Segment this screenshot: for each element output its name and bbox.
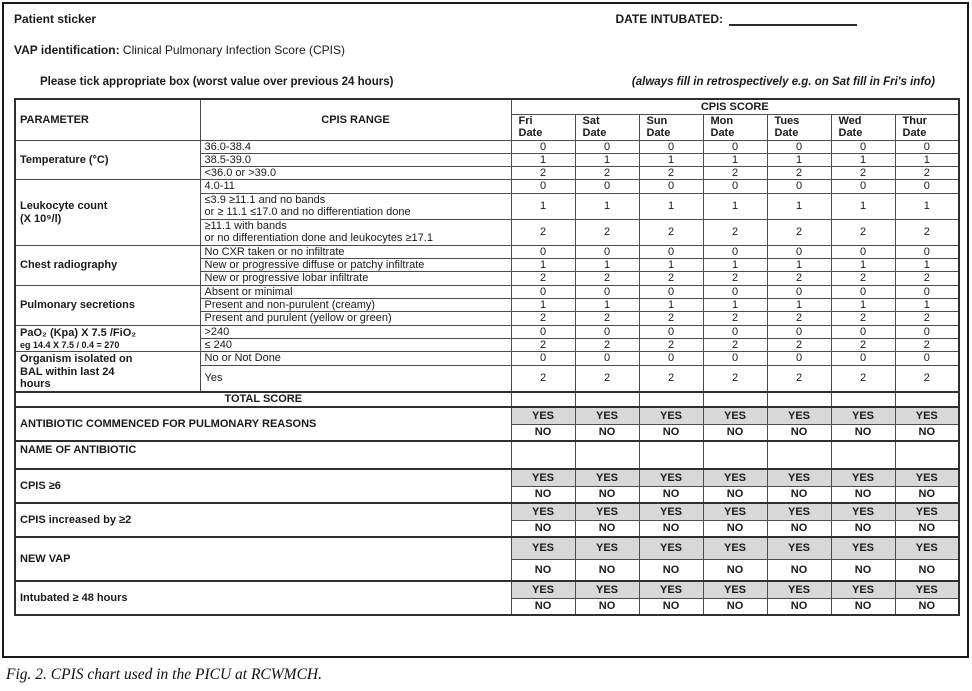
day-header-cell: Fri Date [511,114,575,140]
antibiotic-entry-cell [639,441,703,469]
yes-cell: YES [511,407,575,424]
no-cell: NO [639,559,703,581]
total-score-cell [511,392,575,407]
range-cell: ≤3.9 ≥11.1 and no bands or ≥ 11.1 ≤17.0 and no differentiation done [200,193,511,219]
score-row [15,180,959,193]
score-cell: 2 [575,167,639,180]
yes-cell: YES [831,581,895,598]
yes-cell: YES [639,537,703,559]
score-cell: 0 [831,180,895,193]
range-cell: ≤ 240 [200,338,511,351]
score-cell: 0 [895,245,959,258]
parameter-cell: Pulmonary secretions [15,285,200,325]
name-of-antibiotic-label: NAME OF ANTIBIOTIC [15,441,511,469]
score-cell: 2 [639,219,703,245]
score-cell: 2 [639,312,703,325]
date-intubated-label: DATE INTUBATED: [615,12,723,26]
yes-cell: YES [767,407,831,424]
total-score-cell [575,392,639,407]
score-cell: 2 [511,167,575,180]
score-cell: 0 [767,180,831,193]
antibiotic-entry-cell [831,441,895,469]
score-cell: 0 [639,285,703,298]
score-row [15,245,959,258]
range-cell: Yes [200,365,511,392]
score-cell: 1 [767,259,831,272]
score-cell: 0 [831,140,895,153]
score-cell: 2 [895,167,959,180]
score-cell: 0 [895,285,959,298]
no-cell: NO [831,520,895,537]
no-cell: NO [639,424,703,441]
question-label: CPIS increased by ≥2 [15,503,511,537]
yes-cell: YES [703,581,767,598]
yes-cell: YES [767,503,831,520]
score-cell: 0 [575,285,639,298]
range-cell: ≥11.1 with bands or no differentiation done and leukocytes ≥17.1 [200,219,511,245]
score-cell: 1 [575,193,639,219]
cpis-table-body [15,99,959,615]
score-cell: 0 [703,140,767,153]
score-cell: 0 [895,140,959,153]
total-score-cell [831,392,895,407]
yes-cell: YES [895,469,959,486]
score-cell: 2 [639,167,703,180]
yes-cell: YES [767,537,831,559]
yes-cell: YES [703,407,767,424]
no-cell: NO [703,520,767,537]
total-score-cell [639,392,703,407]
vap-identification-line [14,43,957,57]
yes-cell: YES [703,537,767,559]
score-cell: 2 [895,272,959,285]
question-label: ANTIBIOTIC COMMENCED FOR PULMONARY REASONS [15,407,511,441]
parameter-column-header: PARAMETER [15,99,200,140]
yes-cell: YES [831,407,895,424]
question-yes-row [15,581,959,598]
question-yes-row [15,503,959,520]
score-cell: 1 [639,299,703,312]
score-cell: 2 [767,312,831,325]
date-intubated-blank-line [729,15,857,26]
score-cell: 0 [639,245,703,258]
day-header-cell: Thur Date [895,114,959,140]
total-score-row [15,392,959,407]
range-cell: Present and purulent (yellow or green) [200,312,511,325]
range-cell: Present and non-purulent (creamy) [200,299,511,312]
score-cell: 0 [575,325,639,338]
range-cell: No CXR taken or no infiltrate [200,245,511,258]
score-cell: 2 [703,167,767,180]
range-cell: New or progressive diffuse or patchy infiltrate [200,259,511,272]
score-column-header: CPIS SCORE [511,99,959,114]
score-cell: 1 [703,299,767,312]
score-cell: 0 [575,245,639,258]
no-cell: NO [831,598,895,615]
score-cell: 2 [639,365,703,392]
score-cell: 2 [703,365,767,392]
score-cell: 0 [639,325,703,338]
range-cell: <36.0 or >39.0 [200,167,511,180]
score-cell: 2 [831,338,895,351]
score-cell: 2 [511,312,575,325]
score-cell: 2 [575,338,639,351]
score-cell: 1 [767,193,831,219]
yes-cell: YES [575,537,639,559]
total-score-cell [895,392,959,407]
range-cell: 4.0-11 [200,180,511,193]
score-cell: 1 [511,153,575,166]
yes-cell: YES [575,407,639,424]
no-cell: NO [895,424,959,441]
score-cell: 0 [703,245,767,258]
score-cell: 2 [703,219,767,245]
score-cell: 0 [639,140,703,153]
score-cell: 0 [767,352,831,365]
total-score-cell [767,392,831,407]
figure-caption: Fig. 2. CPIS chart used in the PICU at RCWMCH. [6,666,322,683]
yes-cell: YES [511,581,575,598]
tick-instruction: Please tick appropriate box (worst value over previous 24 hours) [40,76,394,88]
antibiotic-entry-cell [703,441,767,469]
score-cell: 0 [575,140,639,153]
score-cell: 0 [703,352,767,365]
no-cell: NO [831,486,895,503]
score-cell: 0 [639,352,703,365]
no-cell: NO [703,598,767,615]
score-cell: 1 [703,153,767,166]
score-cell: 2 [575,219,639,245]
yes-cell: YES [511,537,575,559]
no-cell: NO [575,559,639,581]
no-cell: NO [767,598,831,615]
score-cell: 2 [575,272,639,285]
antibiotic-entry-cell [767,441,831,469]
score-cell: 0 [767,285,831,298]
range-cell: Absent or minimal [200,285,511,298]
score-cell: 2 [767,338,831,351]
no-cell: NO [703,424,767,441]
yes-cell: YES [895,503,959,520]
score-cell: 1 [767,299,831,312]
patient-sticker-label: Patient sticker [14,12,97,26]
score-row [15,325,959,338]
score-cell: 1 [575,259,639,272]
score-cell: 2 [831,312,895,325]
no-cell: NO [511,559,575,581]
score-cell: 0 [895,180,959,193]
score-cell: 0 [703,285,767,298]
no-cell: NO [703,559,767,581]
score-row [15,352,959,365]
score-cell: 0 [511,140,575,153]
yes-cell: YES [703,503,767,520]
score-cell: 1 [831,299,895,312]
form-frame [2,2,969,658]
yes-cell: YES [895,581,959,598]
score-cell: 1 [767,153,831,166]
score-cell: 1 [831,259,895,272]
yes-cell: YES [575,503,639,520]
day-header-cell: Sat Date [575,114,639,140]
score-cell: 1 [575,153,639,166]
no-cell: NO [895,559,959,581]
score-cell: 2 [895,219,959,245]
score-cell: 2 [511,365,575,392]
score-cell: 2 [703,338,767,351]
range-cell: 38.5-39.0 [200,153,511,166]
no-cell: NO [575,424,639,441]
score-cell: 2 [767,365,831,392]
score-cell: 1 [831,193,895,219]
score-cell: 2 [575,365,639,392]
no-cell: NO [767,520,831,537]
no-cell: NO [511,424,575,441]
parameter-cell: Organism isolated on BAL within last 24 hours [15,352,200,392]
score-cell: 2 [895,312,959,325]
range-cell: No or Not Done [200,352,511,365]
header-row-1 [15,99,959,114]
score-cell: 1 [639,259,703,272]
yes-cell: YES [767,581,831,598]
score-cell: 0 [575,352,639,365]
score-cell: 0 [831,325,895,338]
range-cell: 36.0-38.4 [200,140,511,153]
name-of-antibiotic-row [15,441,959,469]
yes-cell: YES [639,407,703,424]
question-label: Intubated ≥ 48 hours [15,581,511,615]
yes-cell: YES [639,503,703,520]
score-cell: 2 [703,312,767,325]
cpis-table [14,98,960,616]
day-header-cell: Tues Date [767,114,831,140]
score-cell: 2 [511,338,575,351]
no-cell: NO [895,520,959,537]
score-cell: 2 [511,272,575,285]
no-cell: NO [639,598,703,615]
score-cell: 2 [831,365,895,392]
no-cell: NO [767,559,831,581]
score-cell: 0 [511,180,575,193]
day-header-cell: Wed Date [831,114,895,140]
parameter-cell: Chest radiography [15,245,200,285]
score-cell: 1 [639,153,703,166]
score-cell: 2 [831,167,895,180]
score-cell: 1 [639,193,703,219]
score-cell: 0 [511,285,575,298]
score-cell: 2 [767,272,831,285]
score-cell: 1 [575,299,639,312]
score-row [15,285,959,298]
no-cell: NO [575,520,639,537]
antibiotic-entry-cell [511,441,575,469]
yes-cell: YES [575,581,639,598]
yes-cell: YES [767,469,831,486]
yes-cell: YES [831,469,895,486]
no-cell: NO [639,520,703,537]
score-cell: 2 [703,272,767,285]
yes-cell: YES [895,407,959,424]
no-cell: NO [511,486,575,503]
no-cell: NO [895,598,959,615]
parameter-cell: PaO₂ (Kpa) X 7.5 /FiO₂ eg 14.4 X 7.5 / 0.4 = 270 [15,325,200,352]
score-cell: 1 [703,193,767,219]
score-cell: 2 [511,219,575,245]
score-cell: 0 [767,325,831,338]
no-cell: NO [831,559,895,581]
parameter-cell: Temperature (°C) [15,140,200,180]
no-cell: NO [703,486,767,503]
score-cell: 0 [895,325,959,338]
yes-cell: YES [575,469,639,486]
score-cell: 0 [767,140,831,153]
retrospective-note: (always fill in retrospectively e.g. on Sat fill in Fri's info) [631,76,935,88]
no-cell: NO [511,598,575,615]
score-cell: 2 [639,272,703,285]
score-cell: 0 [511,325,575,338]
yes-cell: YES [639,581,703,598]
score-cell: 2 [639,338,703,351]
score-cell: 2 [767,219,831,245]
question-yes-row [15,469,959,486]
vap-label: VAP identification: [14,43,120,57]
no-cell: NO [895,486,959,503]
score-cell: 2 [575,312,639,325]
range-cell: New or progressive lobar infiltrate [200,272,511,285]
vap-value: Clinical Pulmonary Infection Score (CPIS) [119,43,345,57]
question-yes-row [15,537,959,559]
score-cell: 1 [895,259,959,272]
score-cell: 2 [767,167,831,180]
score-cell: 1 [703,259,767,272]
score-cell: 0 [511,245,575,258]
score-cell: 1 [831,153,895,166]
score-cell: 0 [639,180,703,193]
score-cell: 0 [767,245,831,258]
no-cell: NO [575,598,639,615]
score-cell: 0 [831,352,895,365]
score-cell: 0 [831,285,895,298]
score-cell: 0 [511,352,575,365]
no-cell: NO [511,520,575,537]
day-header-cell: Sun Date [639,114,703,140]
score-cell: 1 [511,259,575,272]
instruction-row [14,76,957,88]
no-cell: NO [831,424,895,441]
score-cell: 2 [895,365,959,392]
day-header-cell: Mon Date [703,114,767,140]
no-cell: NO [767,486,831,503]
yes-cell: YES [511,503,575,520]
score-cell: 0 [703,180,767,193]
total-score-label: TOTAL SCORE [15,392,511,407]
yes-cell: YES [511,469,575,486]
no-cell: NO [639,486,703,503]
question-label: CPIS ≥6 [15,469,511,503]
score-cell: 0 [575,180,639,193]
score-cell: 0 [895,352,959,365]
yes-cell: YES [831,537,895,559]
range-cell: >240 [200,325,511,338]
score-cell: 2 [831,272,895,285]
range-column-header: CPIS RANGE [200,99,511,140]
score-cell: 1 [511,299,575,312]
score-row [15,140,959,153]
score-cell: 1 [895,153,959,166]
antibiotic-entry-cell [895,441,959,469]
yes-cell: YES [831,503,895,520]
score-cell: 1 [895,193,959,219]
score-cell: 1 [895,299,959,312]
score-cell: 2 [831,219,895,245]
question-label: NEW VAP [15,537,511,581]
parameter-cell: Leukocyte count (X 10⁹/l) [15,180,200,245]
score-cell: 2 [895,338,959,351]
no-cell: NO [767,424,831,441]
question-yes-row [15,407,959,424]
date-intubated-field [615,12,857,26]
top-bar [14,12,957,26]
yes-cell: YES [703,469,767,486]
no-cell: NO [575,486,639,503]
antibiotic-entry-cell [575,441,639,469]
score-cell: 0 [831,245,895,258]
total-score-cell [703,392,767,407]
yes-cell: YES [895,537,959,559]
score-cell: 1 [511,193,575,219]
score-cell: 0 [703,325,767,338]
yes-cell: YES [639,469,703,486]
